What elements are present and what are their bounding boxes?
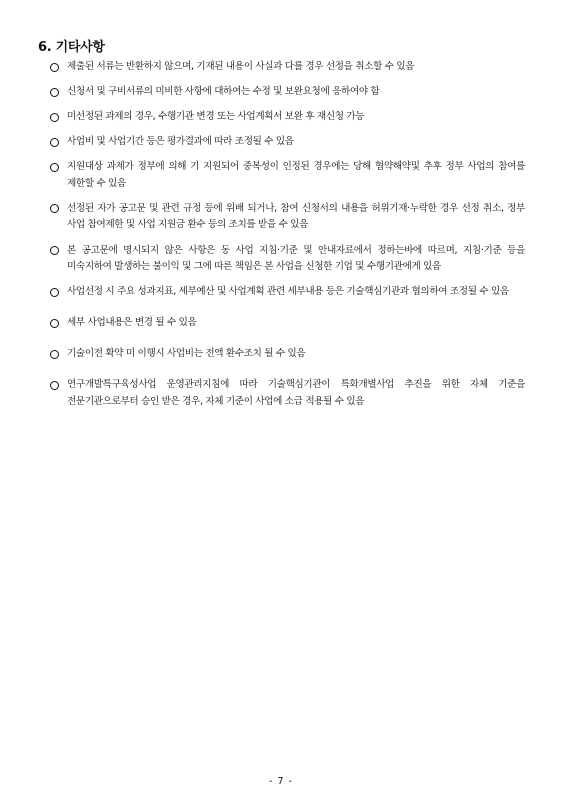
page-number: - 7 - xyxy=(269,776,293,787)
circle-bullet-icon xyxy=(50,113,59,122)
circle-bullet-icon xyxy=(50,138,59,147)
list-item-text: 사업선정 시 주요 성과지표, 세부예산 및 사업계획 관련 세부내용 등은 기술핵심기관과 협의하여 조정될 수 있음 xyxy=(67,286,509,298)
list-item xyxy=(50,109,525,126)
circle-bullet-icon xyxy=(50,246,59,255)
list-item-text: 지원대상 과제가 정부에 의해 기 지원되어 중복성이 인정된 경우에는 당해 협약해약및 추후 정부 사업의 참여를 제한할 수 있음 xyxy=(67,161,525,189)
list-item xyxy=(50,284,525,301)
list-item xyxy=(50,315,525,332)
circle-bullet-icon xyxy=(50,88,59,97)
circle-bullet-icon xyxy=(50,381,59,390)
circle-bullet-icon xyxy=(50,204,59,213)
list-item xyxy=(50,134,525,151)
list-item-text: 본 공고문에 명시되지 않은 사항은 동 사업 지침·기준 및 안내자료에서 정하는바에 따르며, 지침·기준 등을 미숙지하여 발생하는 불이익 및 그에 따른 책임은 본 사업을 신청한 기업 및 수행기관에게 있음 xyxy=(67,244,525,273)
list-item-text: 제출된 서류는 반환하지 않으며, 기재된 내용이 사실과 다를 경우 선정을 취소할 수 있음 xyxy=(67,61,415,72)
list-item xyxy=(50,243,525,276)
list-item-text: 미선정된 과제의 경우, 수행기관 변경 또는 사업계획서 보완 후 재신청 가능 xyxy=(67,111,365,123)
circle-bullet-icon xyxy=(50,288,59,297)
section-title: 6. 기타사항 xyxy=(38,40,105,55)
list-item-text: 선정된 자가 공고문 및 관련 규정 등에 위배 되거나, 참여 신청서의 내용을 허위기재·누락한 경우 선정 취소, 정부 사업 참여제한 및 사업 지원금 환수 등의 조치를 받을 수 있음 xyxy=(67,202,525,231)
list-item-text: 세부 사업내용은 변경 될 수 있음 xyxy=(67,317,197,329)
list-item-text: 신청서 및 구비서류의 미비한 사항에 대하여는 수정 및 보완요청에 응하여야 함 xyxy=(67,86,380,98)
list-item xyxy=(50,346,525,363)
circle-bullet-icon xyxy=(50,163,59,172)
circle-bullet-icon xyxy=(50,63,59,72)
list-item-text: 기술이전 확약 미 이행시 사업비는 전액 환수조치 될 수 있음 xyxy=(67,348,306,360)
list-item-text: 사업비 및 사업기간 등은 평가결과에 따라 조정될 수 있음 xyxy=(67,136,294,148)
list-item xyxy=(50,377,525,410)
list-item xyxy=(50,84,525,101)
circle-bullet-icon xyxy=(50,350,59,359)
list-item xyxy=(50,201,525,234)
circle-bullet-icon xyxy=(50,319,59,328)
list-item-text: 연구개발특구육성사업 운영관리지침에 따라 기술핵심기관이 특화개별사업 추진을 위한 자체 기준을 전문기관으로부터 승인 받은 경우, 자체 기준이 사업에 소급 적용될 수 있음 xyxy=(67,379,525,407)
notice-list xyxy=(50,59,525,419)
list-item xyxy=(50,59,525,76)
list-item xyxy=(50,159,525,192)
